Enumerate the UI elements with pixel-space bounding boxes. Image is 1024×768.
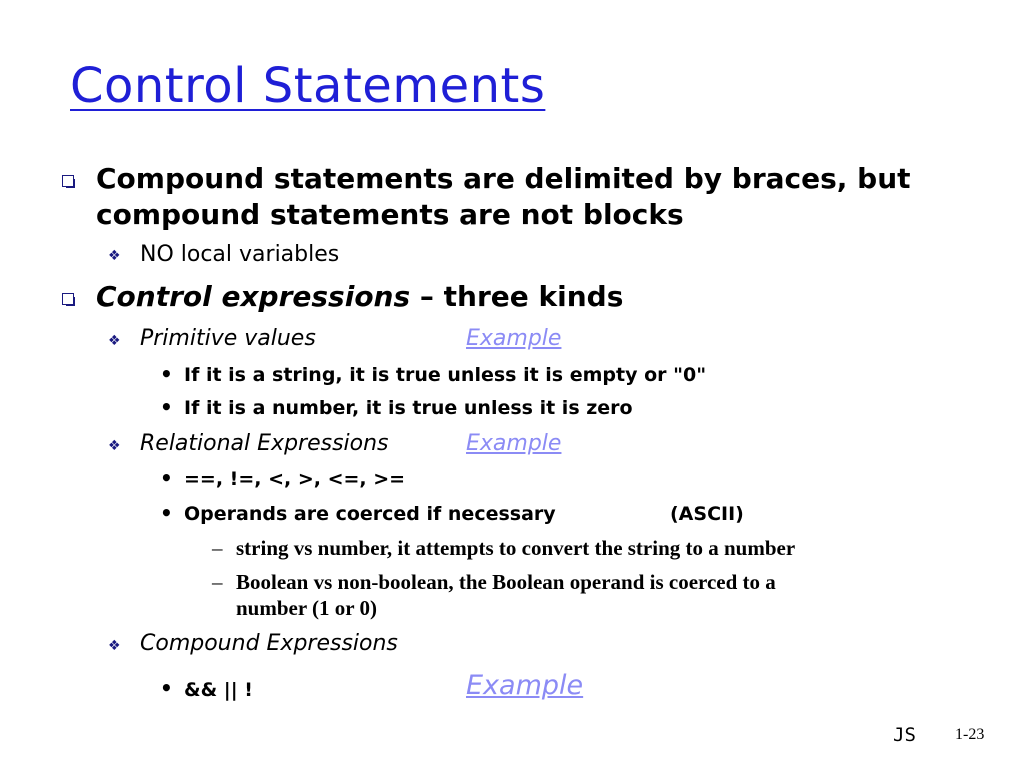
primitive-values-example-link[interactable]: Example xyxy=(466,326,562,351)
diamond-bullet-icon: ❖ xyxy=(108,438,121,454)
compound-statements-line2: compound statements are not blocks xyxy=(96,198,684,231)
diamond-bullet-icon: ❖ xyxy=(108,333,121,349)
three-kinds-text: – three kinds xyxy=(410,280,624,313)
operands-coerced: Operands are coerced if necessary xyxy=(184,503,556,525)
relational-expressions: Relational Expressions xyxy=(140,431,389,456)
slide-title: Control Statements xyxy=(70,58,546,114)
string-vs-number: string vs number, it attempts to convert the string to a number xyxy=(236,536,796,560)
slide-number: 1-23 xyxy=(955,726,985,743)
compound-example-link[interactable]: Example xyxy=(466,670,584,701)
boolean-vs-nonboolean-line2: number (1 or 0) xyxy=(236,596,377,620)
boolean-vs-nonboolean-line1: Boolean vs non-boolean, the Boolean operand is coerced to a xyxy=(236,570,776,594)
logical-operators: && || ! xyxy=(184,679,253,701)
relational-operators: ==, !=, <, >, <=, >= xyxy=(184,468,406,490)
square-bullet-icon xyxy=(62,293,74,305)
ascii-note: (ASCII) xyxy=(670,503,744,525)
dot-bullet-icon: • xyxy=(160,395,173,419)
relational-example-link[interactable]: Example xyxy=(466,431,562,456)
dot-bullet-icon: • xyxy=(160,501,173,525)
primitive-values: Primitive values xyxy=(140,326,316,351)
dash-bullet-icon: – xyxy=(212,536,223,560)
diamond-bullet-icon: ❖ xyxy=(108,248,121,264)
compound-statements-line1: Compound statements are delimited by braces, but xyxy=(96,162,911,195)
footer-label: JS xyxy=(893,724,916,746)
dot-bullet-icon: • xyxy=(160,362,173,386)
no-local-variables: NO local variables xyxy=(140,242,340,267)
compound-expressions: Compound Expressions xyxy=(140,631,398,656)
primitive-number-rule: If it is a number, it is true unless it is zero xyxy=(184,397,633,419)
dot-bullet-icon: • xyxy=(160,676,173,700)
square-bullet-icon xyxy=(62,175,74,187)
control-expressions-heading xyxy=(96,280,623,313)
diamond-bullet-icon: ❖ xyxy=(108,638,121,654)
dash-bullet-icon: – xyxy=(212,570,223,594)
control-expressions-text: Control expressions xyxy=(96,280,411,313)
dot-bullet-icon: • xyxy=(160,466,173,490)
primitive-string-rule: If it is a string, it is true unless it is empty or "0" xyxy=(184,364,707,386)
